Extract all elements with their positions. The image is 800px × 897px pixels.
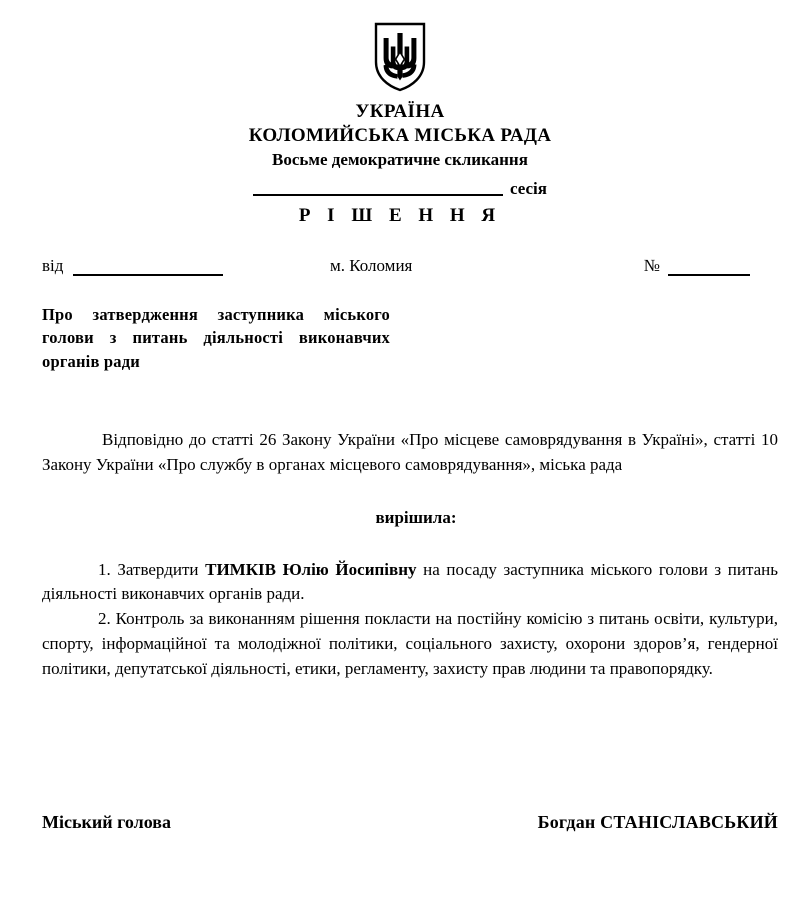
- session-line: [0, 179, 800, 196]
- emblem-container: [0, 0, 800, 92]
- ukraine-trident-coat-of-arms-icon: [374, 22, 426, 92]
- item-number: 1.: [98, 559, 111, 579]
- resolution-item: [42, 607, 778, 681]
- number-label: №: [643, 255, 660, 275]
- spellcheck-underline-icon: [412, 227, 438, 232]
- signatory-name: Богдан СТАНІСЛАВСЬКИЙ: [537, 812, 778, 832]
- decision-title-container: [0, 205, 800, 227]
- item-text-after: на посаду заступника міського голови з питань діяльності виконавчих органів ради.: [42, 559, 779, 604]
- country-name: УКРАЇНА: [355, 101, 445, 122]
- session-label: сесія: [510, 178, 547, 198]
- preamble-paragraph: Відповідно до статті 26 Закону України «Про місцеве самоврядування в Україні», статті 10 Закону України «Про службу в органах місцевого самоврядування», міська рада: [42, 430, 778, 474]
- convocation-line: Восьме демократичне скликання: [272, 149, 528, 169]
- document-subject: Про затвердження заступника міського голови з питань діяльності виконавчих органів ради: [42, 305, 390, 371]
- number-field-group: [644, 256, 750, 276]
- number-blank-input[interactable]: [668, 259, 750, 276]
- resolution-items: [42, 558, 778, 682]
- session-number-blank[interactable]: [253, 179, 503, 196]
- document-meta-row: [0, 256, 800, 282]
- document-body: [42, 428, 778, 682]
- item-person-name: ТИМКІВ Юлію Йосипівну: [205, 559, 417, 579]
- document-header: [0, 100, 800, 227]
- signatory-position: Міський голова: [42, 812, 171, 832]
- city-name: м. Коломия: [330, 255, 413, 275]
- date-blank-input[interactable]: [73, 259, 223, 276]
- item-text-before: Контроль за виконанням рішення покласти на постійну комісію з питань освіти, культури, спорту, інформаційної та молодіжної політики, соціального захисту, охорони здоров’я, гендерної політики, депутатської діяльності, етики, регламенту, захисту прав людини та правопорядку.: [42, 609, 778, 678]
- date-label: від: [42, 255, 64, 275]
- resolution-item: [42, 558, 778, 608]
- council-name: КОЛОМИЙСЬКА МІСЬКА РАДА: [248, 125, 552, 147]
- signature-block: [42, 812, 778, 833]
- item-number: 2.: [98, 609, 111, 629]
- resolved-label: вирішила:: [375, 507, 457, 527]
- date-field-group: [42, 256, 223, 276]
- item-text-before: Затвердити: [117, 559, 199, 579]
- decision-title: Р І Ш Е Н Н Я: [299, 205, 501, 227]
- resolved-container: [42, 508, 778, 528]
